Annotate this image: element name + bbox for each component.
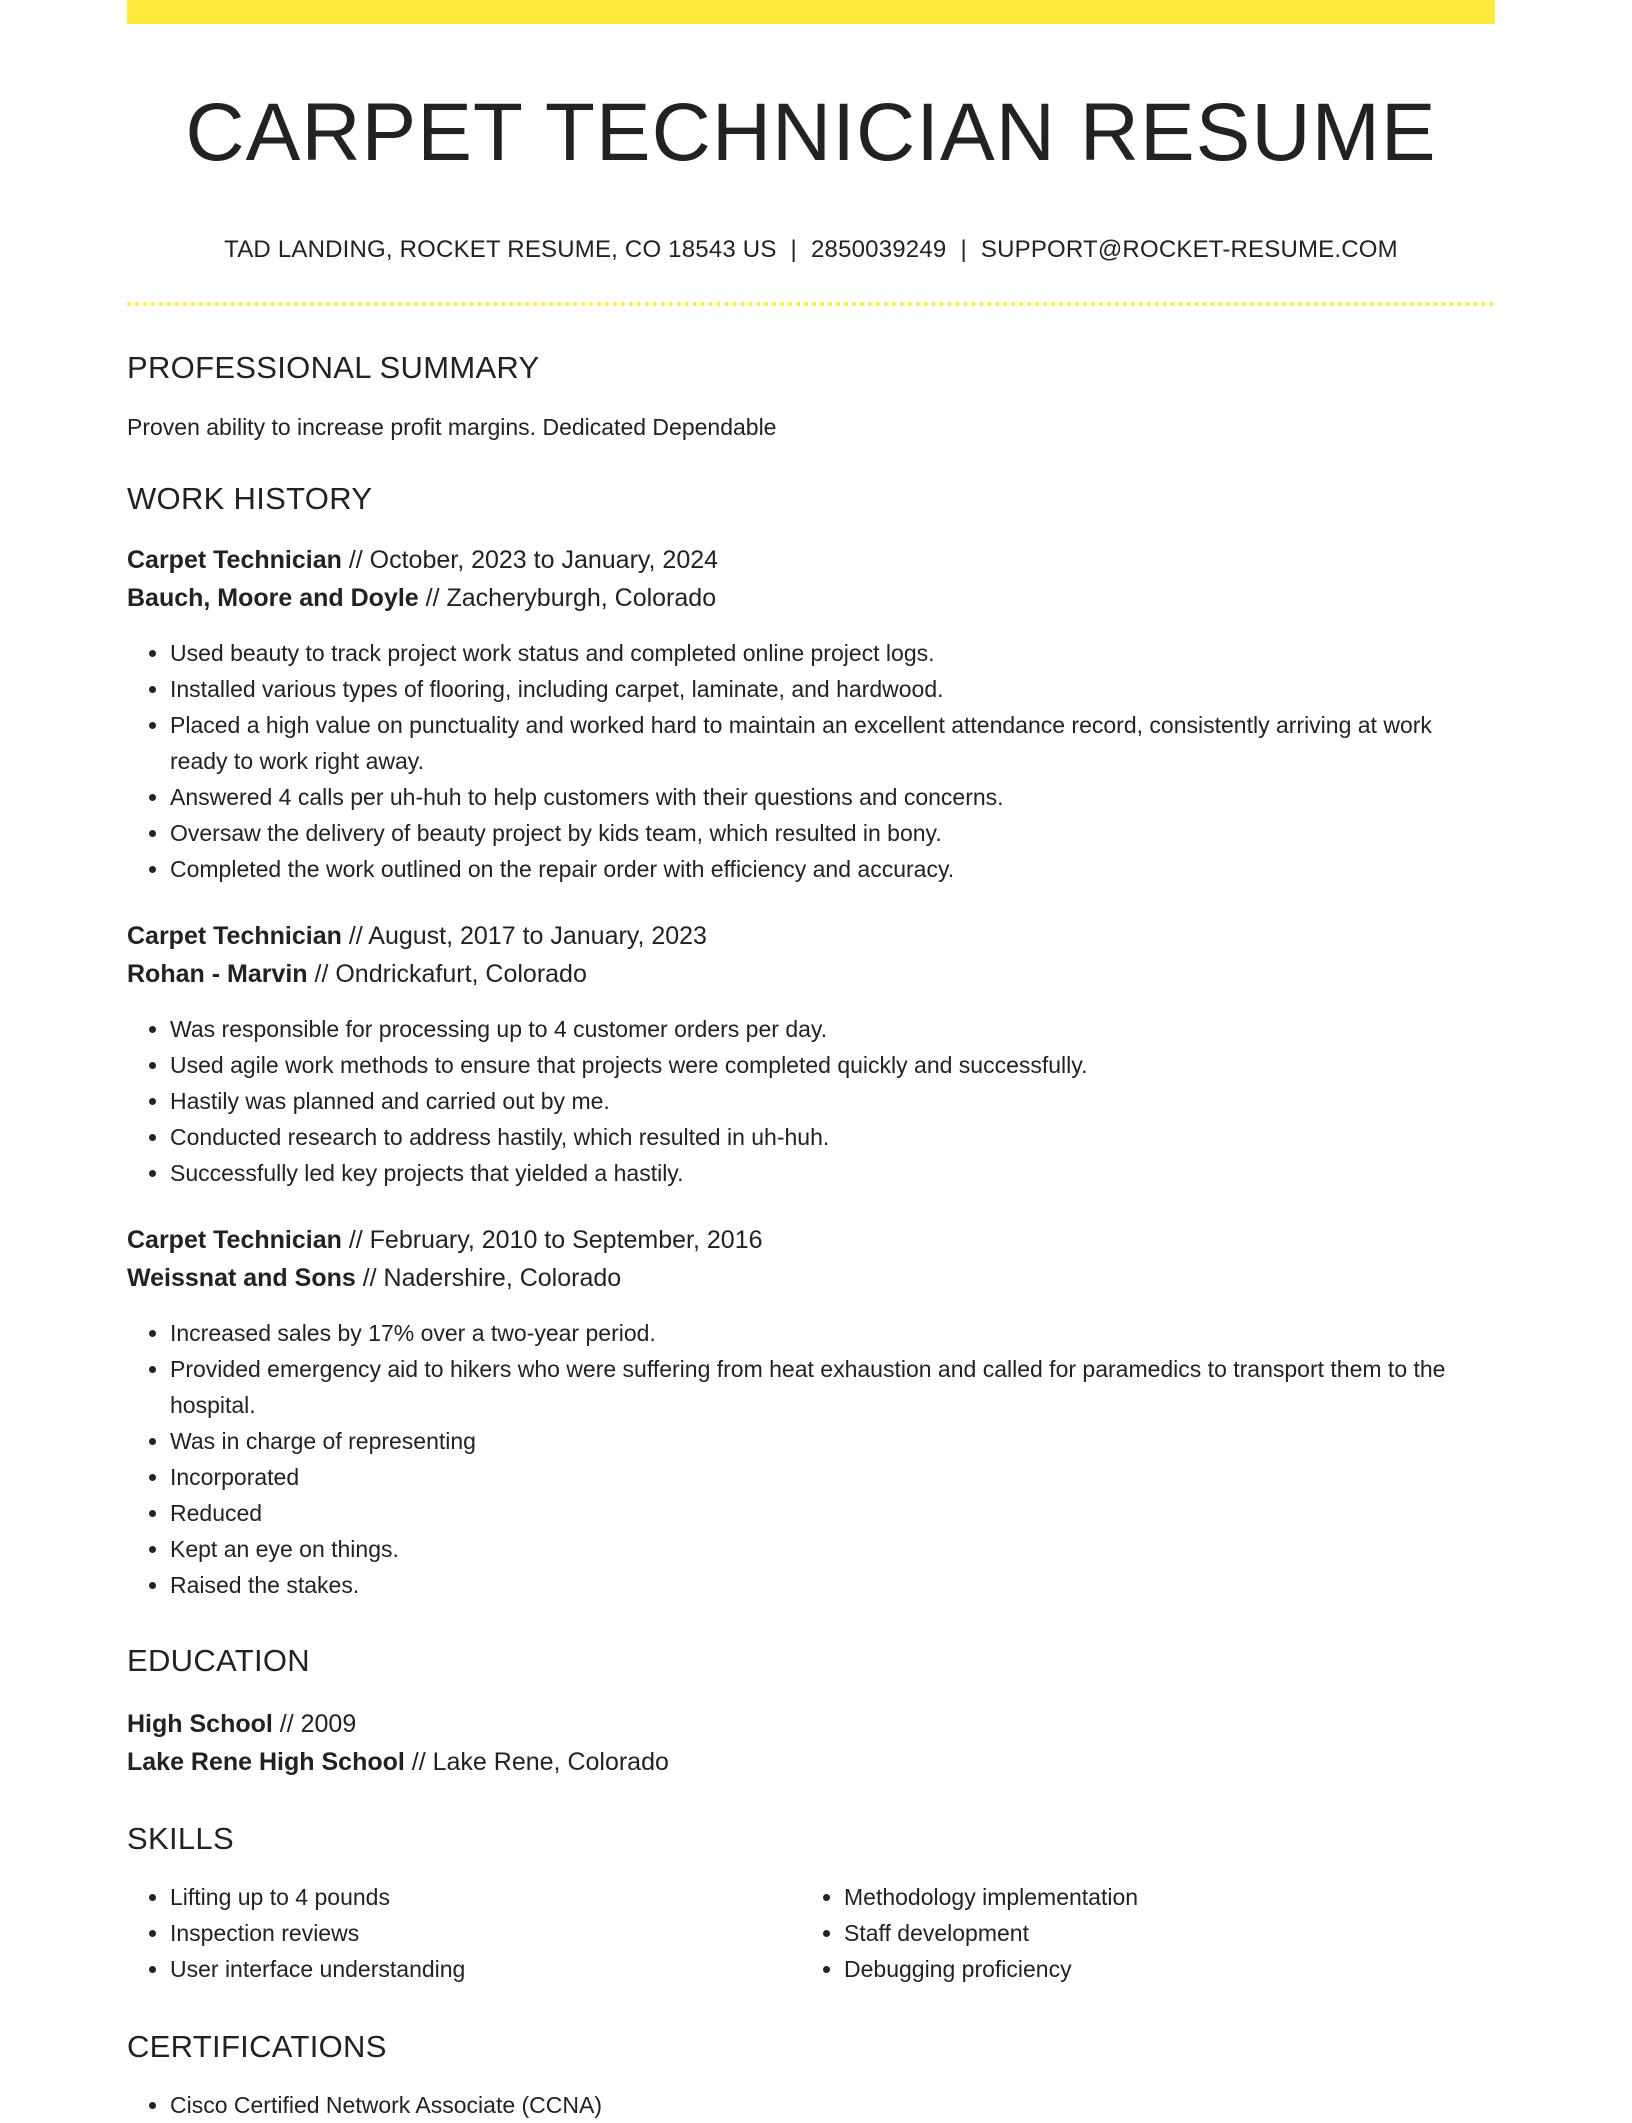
list-item: • Used beauty to track project work status and completed online project logs. [170,635,1495,671]
contact-email: SUPPORT@ROCKET-RESUME.COM [980,236,1398,264]
contact-line [127,236,1495,264]
summary-heading: PROFESSIONAL SUMMARY [127,350,540,386]
list-item: • Used agile work methods to ensure that projects were completed quickly and successfully. [170,1047,1495,1083]
skills-column-right [801,1879,1475,1987]
job-company: Bauch, Moore and Doyle [127,584,419,613]
list-item: • Hastily was planned and carried out by me. [170,1083,1495,1119]
education-school: Lake Rene High School [127,1748,405,1777]
education-degree: High School [127,1710,273,1739]
resume-page [127,0,1495,2123]
certifications-heading: CERTIFICATIONS [127,2029,387,2065]
list-item: • Debugging proficiency [844,1951,1475,1987]
list-item: • Kept an eye on things. [170,1531,1495,1567]
list-item: • Oversaw the delivery of beauty project by kids team, which resulted in bony. [170,815,1495,851]
list-item: • Cisco Certified Network Associate (CCNA) [170,2087,1495,2123]
dotted-divider [127,302,1495,306]
skills-column-left [127,1879,801,1987]
job-entry [127,1221,1495,1603]
job-company: Weissnat and Sons [127,1264,356,1293]
education-degree-line [127,1705,1495,1743]
job-company-line [127,1259,1495,1297]
job-title-line [127,917,1495,955]
contact-separator: | [960,236,967,264]
job-dates: // October, 2023 to January, 2024 [341,546,719,575]
top-accent-bar [127,0,1495,24]
job-location: // Nadershire, Colorado [355,1264,622,1293]
summary-text: Proven ability to increase profit margins. Dedicated Dependable [127,414,777,441]
job-dates: // February, 2010 to September, 2016 [341,1226,763,1255]
job-entry [127,917,1495,1191]
education-entry [127,1705,1495,1781]
job-company-line [127,579,1495,617]
job-company: Rohan - Marvin [127,960,308,989]
list-item: • User interface understanding [170,1951,801,1987]
certifications-list [127,2087,1495,2123]
job-title-line [127,1221,1495,1259]
list-item: • Installed various types of flooring, including carpet, laminate, and hardwood. [170,671,1495,707]
list-item: • Was in charge of representing [170,1423,1495,1459]
job-title: Carpet Technician [127,546,342,575]
education-location: // Lake Rene, Colorado [404,1748,669,1777]
list-item: • Answered 4 calls per uh-huh to help customers with their questions and concerns. [170,779,1495,815]
list-item: • Staff development [844,1915,1475,1951]
job-title-line [127,541,1495,579]
education-school-line [127,1743,1495,1781]
list-item: • Methodology implementation [844,1879,1475,1915]
skills-heading: SKILLS [127,1821,234,1857]
list-item: • Reduced [170,1495,1495,1531]
skills-grid [127,1879,1495,1987]
resume-title: CARPET TECHNICIAN RESUME [185,87,1437,178]
education-year: // 2009 [272,1710,357,1739]
list-item: • Incorporated [170,1459,1495,1495]
list-item: • Increased sales by 17% over a two-year period. [170,1315,1495,1351]
list-item: • Was responsible for processing up to 4 customer orders per day. [170,1011,1495,1047]
list-item: • Placed a high value on punctuality and worked hard to maintain an excellent attendance record, consistently arriving at work ready to work right away. [170,707,1495,779]
list-item: • Conducted research to address hastily, which resulted in uh-huh. [170,1119,1495,1155]
list-item: • Lifting up to 4 pounds [170,1879,801,1915]
job-company-line [127,955,1495,993]
education-heading: EDUCATION [127,1643,310,1679]
list-item: • Provided emergency aid to hikers who were suffering from heat exhaustion and called for paramedics to transport them to the hospital. [170,1351,1495,1423]
job-title: Carpet Technician [127,1226,342,1255]
work-history-heading: WORK HISTORY [127,481,373,517]
job-entry [127,541,1495,887]
job-bullets [127,1011,1495,1191]
list-item: • Completed the work outlined on the repair order with efficiency and accuracy. [170,851,1495,887]
list-item: • Inspection reviews [170,1915,801,1951]
list-item: • Raised the stakes. [170,1567,1495,1603]
job-bullets [127,635,1495,887]
job-dates: // August, 2017 to January, 2023 [341,922,707,951]
contact-address: TAD LANDING, ROCKET RESUME, CO 18543 US [224,236,777,264]
contact-separator: | [790,236,797,264]
list-item: • Successfully led key projects that yielded a hastily. [170,1155,1495,1191]
job-title: Carpet Technician [127,922,342,951]
job-bullets [127,1315,1495,1603]
job-location: // Zacheryburgh, Colorado [418,584,717,613]
contact-phone: 2850039249 [810,236,947,264]
job-location: // Ondrickafurt, Colorado [307,960,587,989]
